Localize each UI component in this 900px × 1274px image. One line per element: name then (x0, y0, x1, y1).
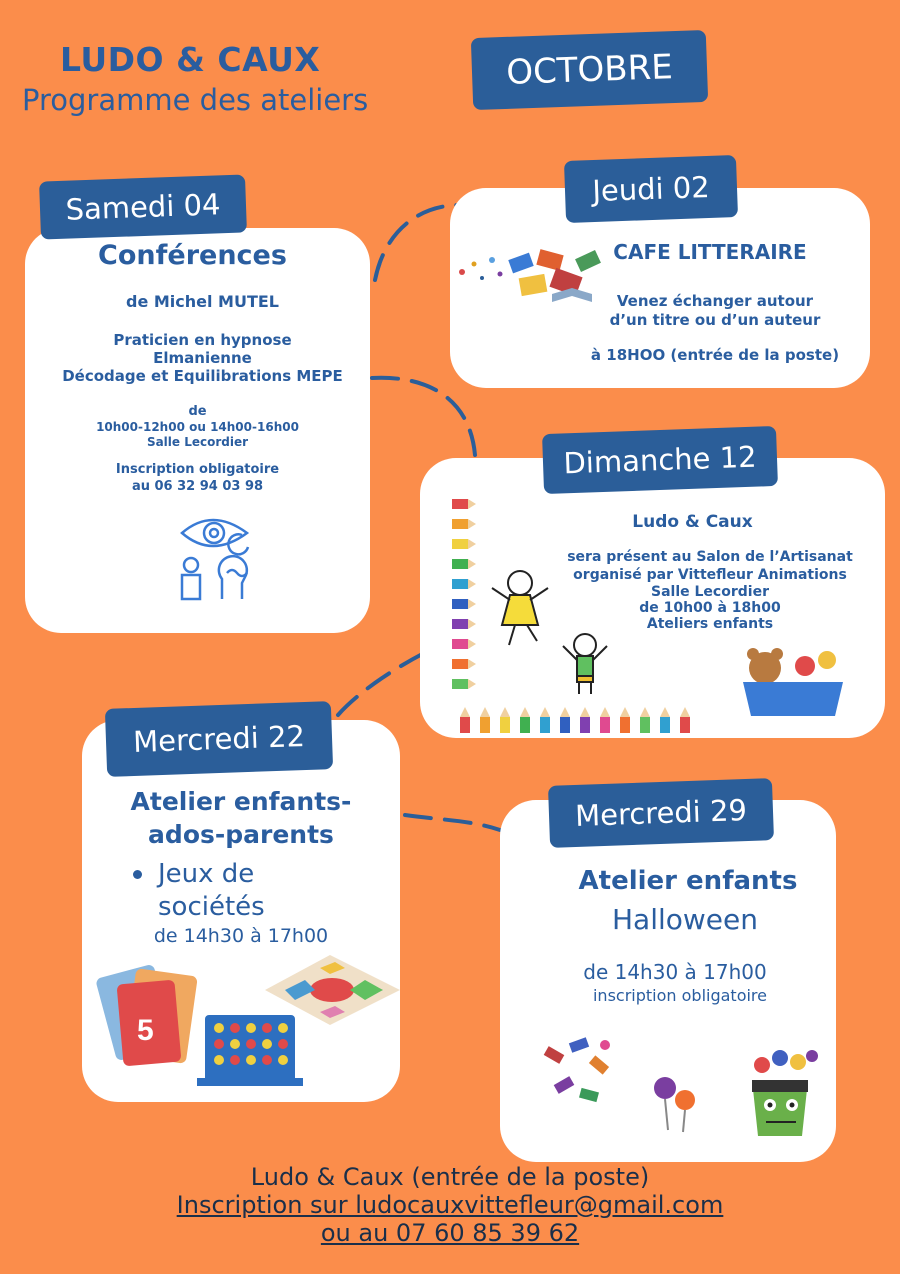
footer-phone-link[interactable]: ou au 07 60 85 39 62 (320, 1219, 580, 1247)
samedi-title: Conférences (98, 240, 287, 271)
jeudi-line1: Venez échanger autour (616, 292, 814, 310)
brand-title: LUDO & CAUX (60, 40, 321, 79)
board-games-icon (95, 950, 405, 1090)
dimanche-line4: de 10h00 à 18h00 (639, 600, 781, 616)
samedi-hours: 10h00-12h00 ou 14h00-16h00 (96, 420, 299, 434)
footer-line1: Ludo & Caux (entrée de la poste) (250, 1163, 650, 1191)
page-subtitle: Programme des ateliers (22, 83, 369, 117)
jeudi-time: à 18HOO (entrée de la poste) (590, 346, 840, 364)
samedi-room: Salle Lecordier (146, 435, 249, 449)
mercredi22-time: de 14h30 à 17h00 (153, 925, 329, 947)
mercredi29-day-tag: Mercredi 29 (548, 778, 774, 848)
month-badge: OCTOBRE (471, 30, 708, 110)
flying-books-icon (452, 242, 607, 312)
uno-card-number: 5 (137, 1014, 154, 1047)
mercredi22-day-tag: Mercredi 22 (105, 701, 333, 777)
samedi-role3: Décodage et Equilibrations MEPE (62, 367, 343, 385)
dimanche-day-tag: Dimanche 12 (542, 426, 778, 494)
jeudi-line2: d’un titre ou d’un auteur (609, 311, 821, 329)
mercredi29-subtitle: Halloween (611, 903, 758, 936)
dimanche-line3: Salle Lecordier (651, 584, 769, 600)
dimanche-line1: sera présent au Salon de l’Artisanat (567, 549, 853, 565)
footer-email-link[interactable]: Inscription sur ludocauxvittefleur@gmail.com (176, 1191, 724, 1219)
samedi-day-tag: Samedi 04 (39, 174, 247, 239)
mercredi29-title: Atelier enfants (578, 866, 798, 896)
dimanche-title: Ludo & Caux (632, 512, 753, 532)
samedi-inscription: Inscription obligatoire (115, 462, 280, 477)
jeudi-title: CAFE LITTERAIRE (613, 240, 807, 264)
dimanche-line2: organisé par Vittefleur Animations (573, 567, 847, 583)
bullet-dot (133, 870, 142, 879)
toy-box-icon (735, 640, 850, 720)
mercredi22-bullet1: Jeux de (158, 859, 255, 889)
halloween-candy-icon (530, 1020, 830, 1140)
samedi-de: de (188, 404, 207, 419)
samedi-phone: au 06 32 94 03 98 (131, 479, 264, 494)
mercredi22-bullet2: sociétés (158, 892, 265, 922)
mercredi22-title1: Atelier enfants- (130, 787, 352, 816)
mercredi22-title2: ados-parents (148, 820, 334, 849)
jeudi-day-tag: Jeudi 02 (564, 155, 738, 223)
mercredi29-time: de 14h30 à 17h00 (583, 960, 767, 984)
mercredi29-inscription: inscription obligatoire (592, 986, 767, 1005)
samedi-role1: Praticien en hypnose (113, 331, 292, 349)
samedi-speaker: de Michel MUTEL (125, 292, 279, 311)
dimanche-line5: Ateliers enfants (646, 616, 774, 632)
hypnosis-eye-icon (162, 505, 267, 605)
samedi-role2: Elmanienne (153, 349, 252, 367)
